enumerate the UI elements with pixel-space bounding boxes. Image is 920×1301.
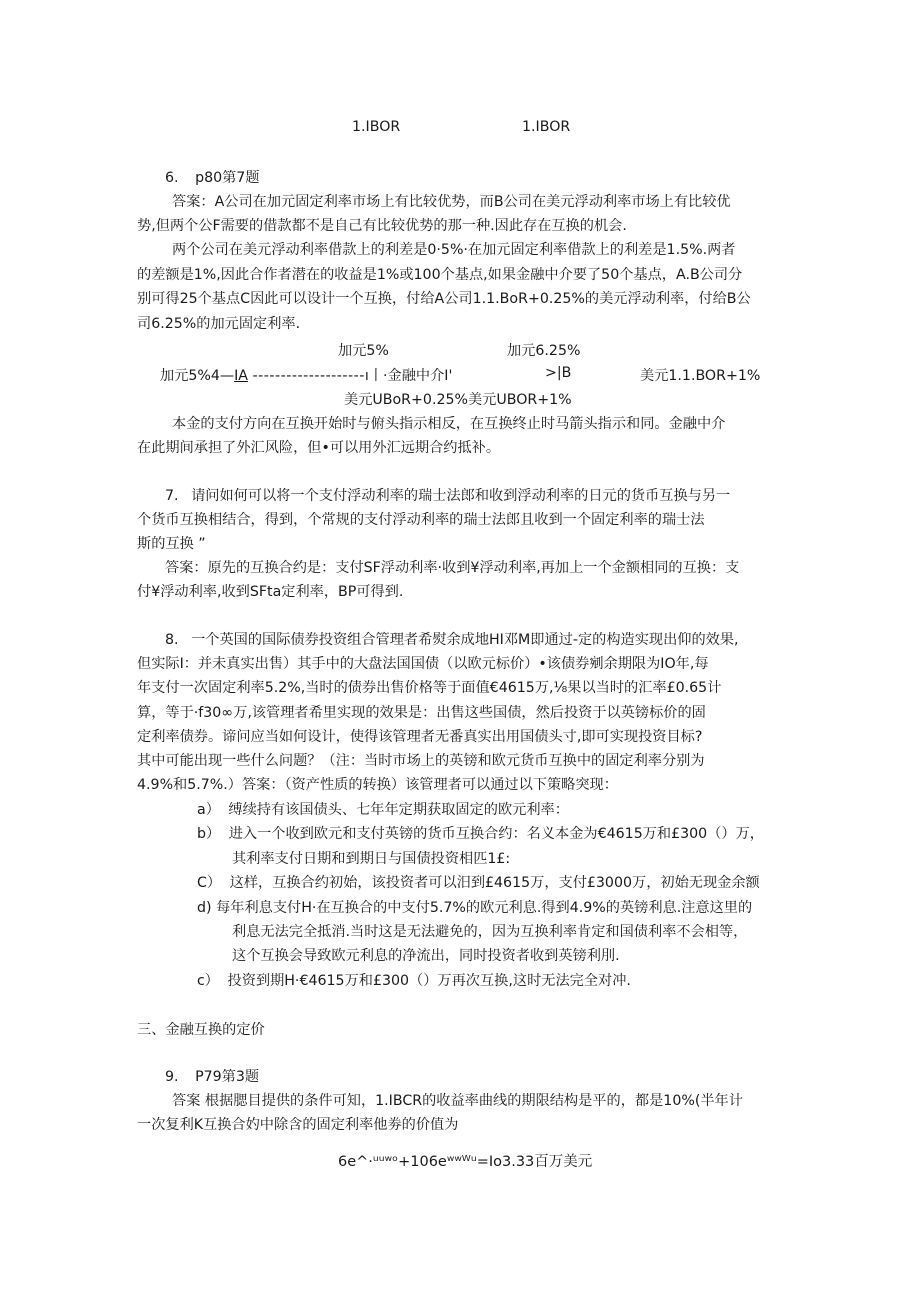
diagram-top-right-rate: 加元6.25%: [507, 343, 581, 359]
q9-heading: [165, 1066, 259, 1086]
q9-formula: 6e^·ᵘᵘʷᵒ+106eʷʷᵂᵘ=Io3.33百万美元: [338, 1154, 593, 1170]
q6-title: p80第7题: [195, 170, 260, 186]
list-item-label: d): [197, 900, 212, 916]
list-item-label: C）: [197, 875, 222, 891]
q6-answer-line: 司6.25%的加元固定利率.: [137, 316, 301, 332]
q6-number: 6.: [165, 170, 179, 186]
q6-heading: [165, 167, 260, 187]
q9-answer-line: 一次复利K互换合妁中除含的固定利率他劵的价值为: [137, 1117, 459, 1133]
q9-answer-line: 答案 根据腮目提供的条件可知，1.IBCR的收益率曲线的期限结构是平的，都是10%(半年计: [172, 1093, 743, 1109]
q8-number: 8.: [165, 632, 179, 648]
q7-answer-line: 付¥浮动利率,收到SFta定利率，BP可得到.: [137, 584, 404, 600]
q8-list-item: b） 进入一个收到欧元和支付英镑的货币互换合约：名义本金为€4615万和£300（）万，: [197, 826, 764, 842]
q8-list-item-cont: 这个互换会导致欧元利息的净流出，同时投资者收到英镑利刖.: [232, 948, 620, 964]
diagram-left-outside: 加元5%4—: [160, 368, 235, 384]
q8-question-line: 算，等于·f30∞万,该管理者希里实现的效果是：出售这些国债，然后投资于以英镑标价的固: [137, 705, 706, 721]
q6-answer-line: 的差额是1%,因此合作者潜在的收益是1%或100个基点,如果金融中介要了50个基点，A.B公司分: [137, 267, 743, 283]
diagram-flow-line: [160, 365, 452, 385]
q9-number: 9.: [165, 1069, 179, 1085]
list-item-label: b）: [197, 826, 221, 842]
q6-answer-line: 别可得25个基点C因此可以设计一个互换，付给A公司1.1.BoR+0.25%的美元浮动利率，付给B公: [137, 291, 751, 307]
top-label-right: 1.IBOR: [522, 119, 571, 135]
diagram-right-outside: 美元1.1.BOR+1%: [640, 368, 761, 384]
q6-note-line: 本金的支付方向在互换开始时与俯头指示相反，在互换终止时马箭头指示和同。金融中介: [172, 416, 726, 432]
diagram-party-b: >|B: [545, 365, 572, 381]
diagram-party-a: IA: [234, 368, 248, 384]
q8-question-line: 8. 一个英国的国际债券投资组合管理者希熨余成地HI邓M即通过-定的构造实现出仰的效果,: [165, 632, 739, 648]
q8-list-item: C） 这样，互换合约初始，该投资者可以汨到£4615万，支付£3000万，初始无现金余额: [197, 875, 760, 891]
q8-list-item-cont: 利息无法完全抵消.当时这是无法避免的，因为互换利率肯定和国债利率不会相等，: [232, 924, 748, 940]
q7-question-line: 个货币互换相结合，得到，个常规的支付浮动利率的瑞士法郎且收到一个固定利率的瑞士法: [137, 512, 705, 528]
q7-number: 7.: [165, 488, 179, 504]
section-heading: 三、金融互换的定价: [137, 1022, 265, 1038]
diagram-top-left-rate: 加元5%: [338, 343, 389, 359]
q8-question-line: 但实际I：并未真实出售）其手中的大盘法国国债（以欧元标价）•该债券剜余期限为IO年,每: [137, 656, 709, 672]
q6-note-line: 在此期间承担了外汇风险，但•可以用外汇远期合约抵补。: [137, 440, 501, 456]
q8-question-line: 4.9%和5.7%.）答案：（资产性质的转换）该管理者可以通过以下策略突现：: [137, 777, 618, 793]
list-item-label: a）: [197, 802, 220, 818]
q7-question-line: 斯的互换 ”: [137, 536, 206, 552]
q6-answer-line: 两个公司在美元浮动利率借款上的利差是0·5%·在加元固定利率借款上的利差是1.5%.两者: [172, 242, 736, 258]
q9-title: P79第3题: [195, 1069, 260, 1085]
diagram-dashes: --------------------: [252, 368, 365, 384]
q8-question-line: 定利率债券。谛问应当如何设计，使得该管理者无番真实出用国债头寸,即可实现投资目标?: [137, 729, 703, 745]
top-label-left: 1.IBOR: [352, 119, 401, 135]
q8-list-item: c） 投资到期H·€4615万和£300（）万再次互换,这时无法完全对冲.: [197, 973, 631, 989]
q8-list-item: a） 缚续持有该国债头、七年年定期获取固定的欧元利率：: [197, 802, 569, 818]
q7-question-line: 7. 请问如何可以将一个支付浮动利率的瑞士法郎和收到浮动利率的日元的货币互换与另一: [165, 488, 731, 504]
list-item-label: c）: [197, 973, 219, 989]
q8-question-line: 年支付一次固定利率5.2%,当时的债券出售价格等于面值€4615万,⅛果以当时的汇率£0.65计: [137, 680, 722, 696]
q8-list-item: d) 每年利息支付H·在互换合的中支付5.7%的欧元利息.得到4.9%的英镑利息.注意这里的: [197, 900, 753, 916]
q8-list-item-cont: 其利率支付日期和到期日与国债投资相匹1£:: [232, 851, 511, 867]
q6-answer-line: 势,但两个公F需要的借款都不是自己有比较优势的那一种.因此存在互换的机会.: [137, 218, 627, 234]
q6-answer-line: 答案：A公司在加元固定利率市场上有比较优势，而B公司在美元浮动利率市场上有比较优: [172, 194, 731, 210]
q7-answer-line: 答案：原先的互换合约是：支付SF浮动利率·收到¥浮动利率,再加上一个金额相同的互换：支: [165, 560, 740, 576]
diagram-intermediary: ı丨·金融中介I': [364, 368, 453, 384]
q8-question-line: 其中可能出现一些什么问题？（注：当时市场上的英镑和欧元货币互换中的固定利率分别为: [137, 753, 705, 769]
diagram-bottom-rates: 美元UBoR+0.25%美元UBOR+1%: [344, 392, 572, 408]
